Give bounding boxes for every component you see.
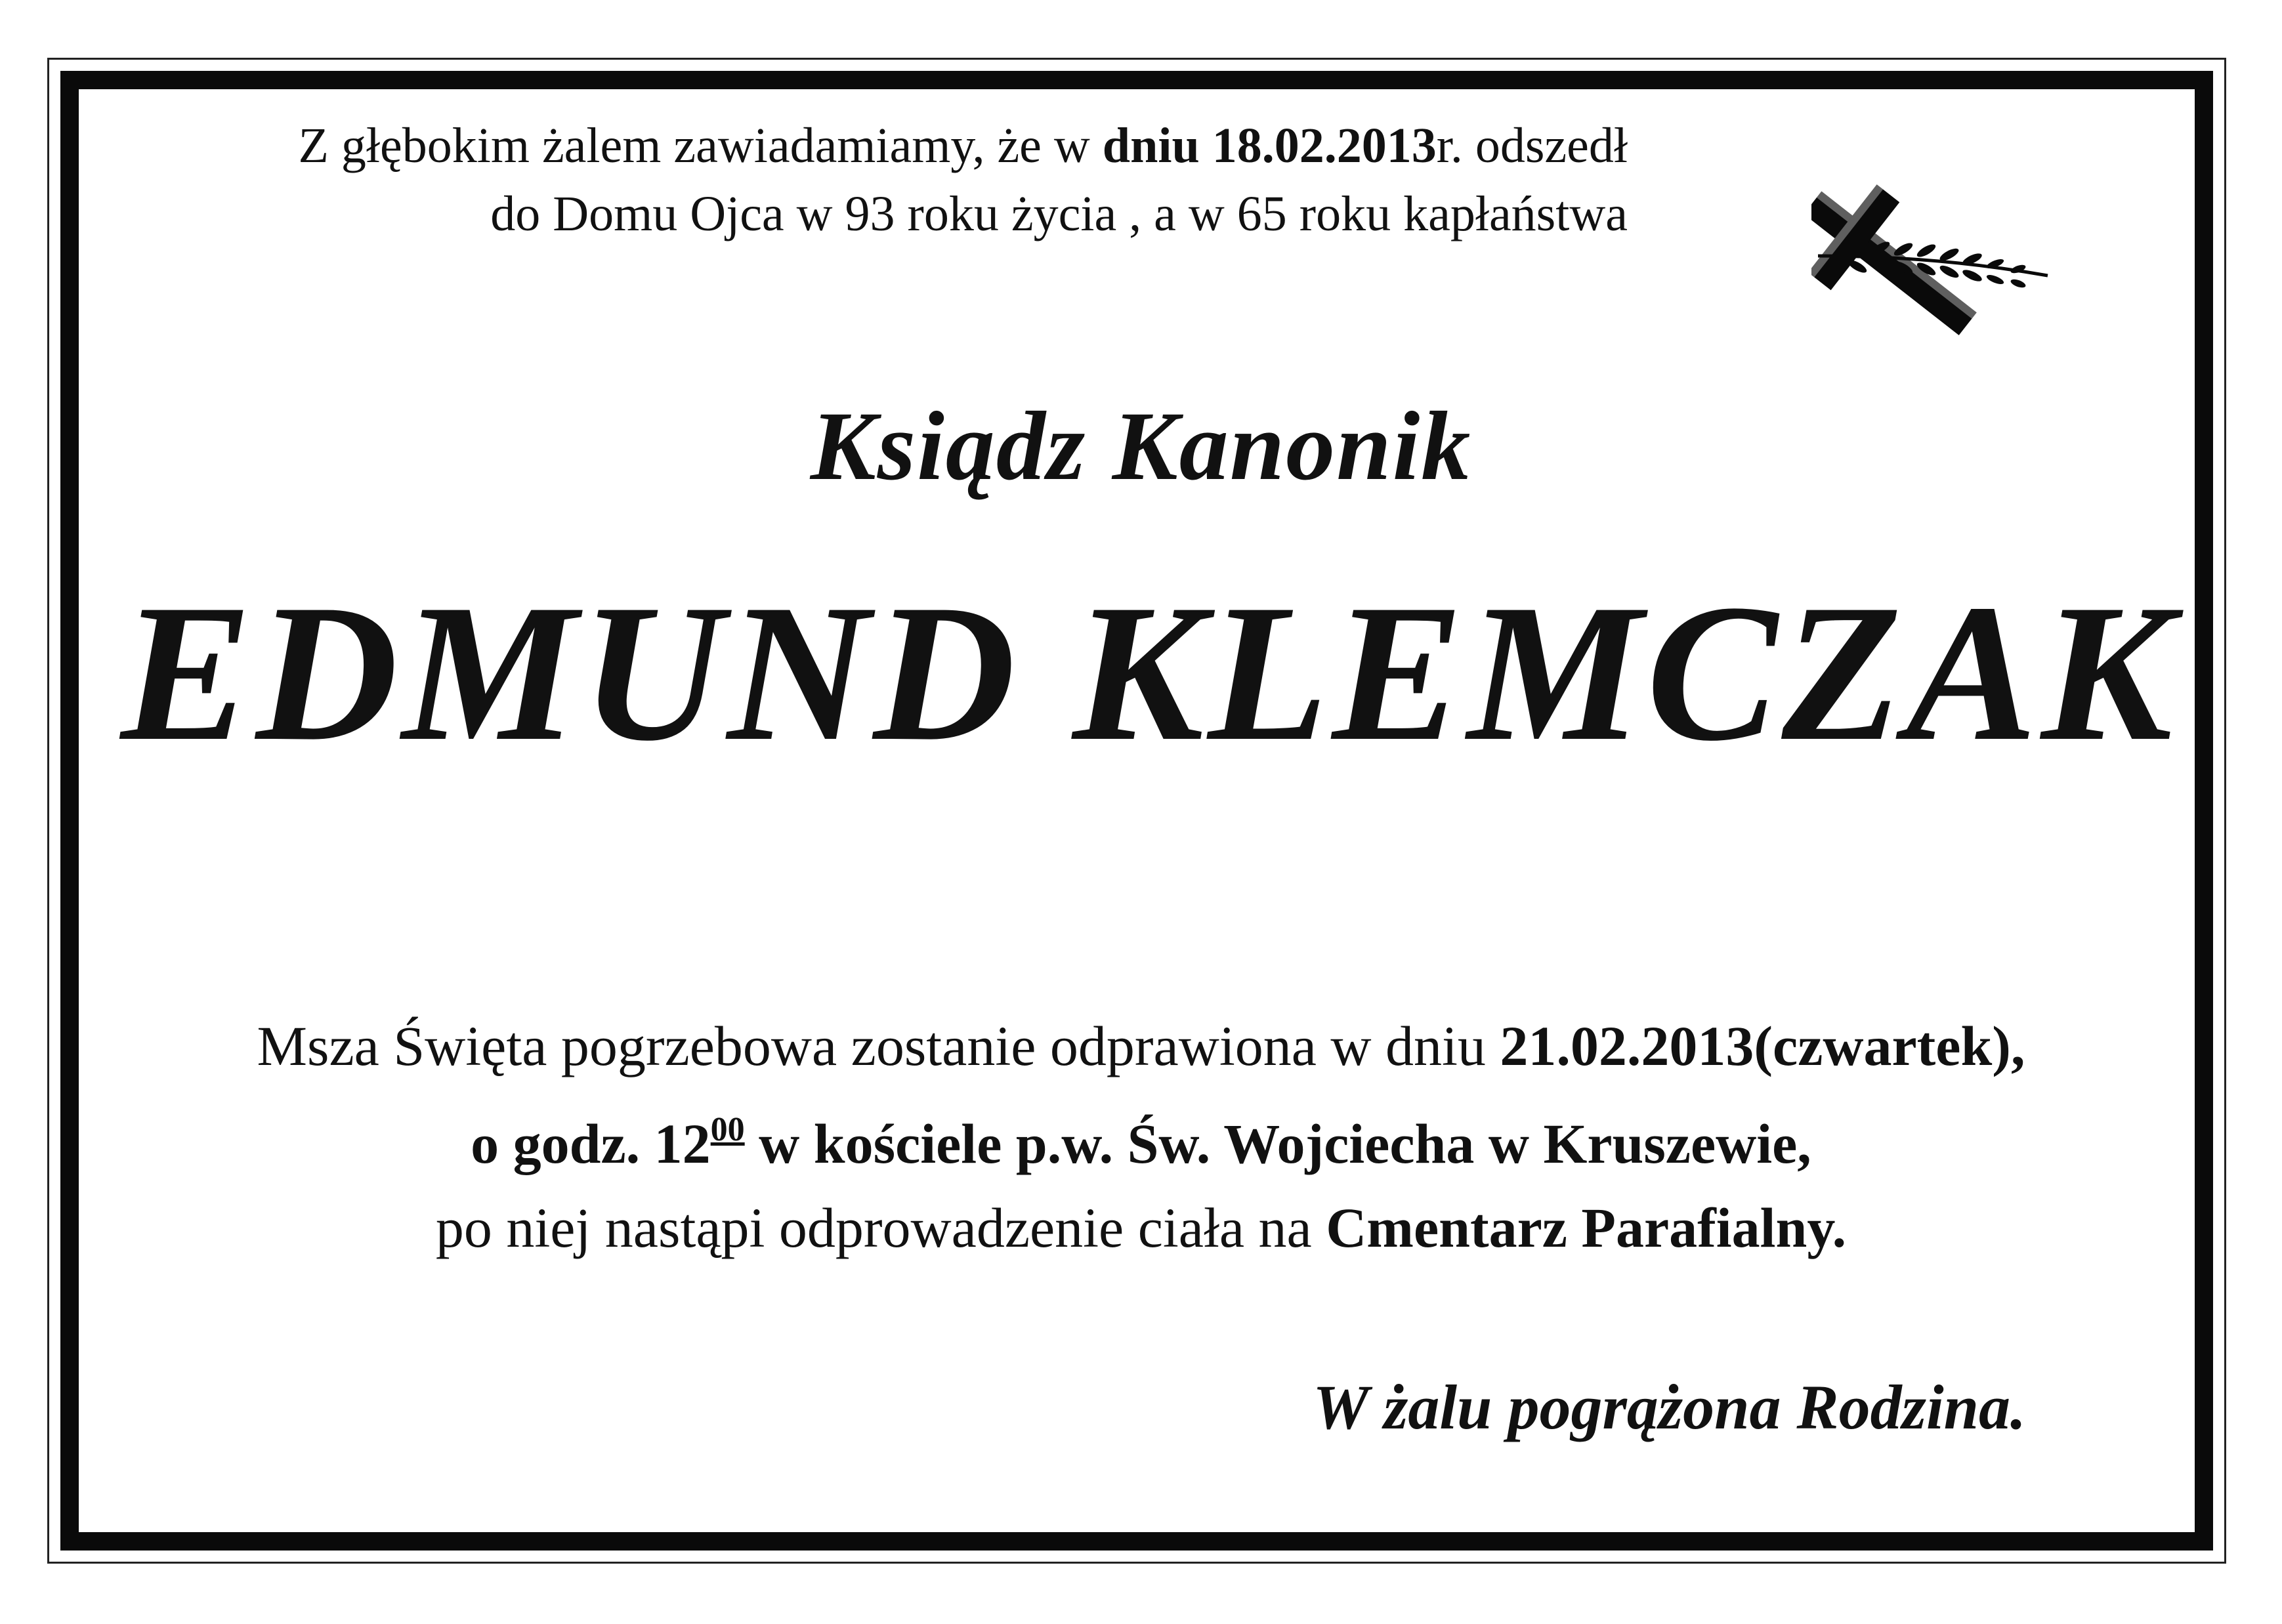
priest-title: Ksiądz Kanonik <box>810 392 1472 501</box>
funeral-line-1 <box>0 1004 2282 1088</box>
funeral-date: 21.02.2013(czwartek), <box>1500 1014 2025 1077</box>
funeral-details <box>0 1004 2282 1270</box>
funeral-text-part: po niej nastąpi odprowadzenie ciała na <box>435 1196 1326 1259</box>
intro-line-1 <box>144 112 1628 180</box>
intro-line-2: do Domu Ojca w 93 roku życia , a w 65 roku kapłaństwa <box>490 186 1628 241</box>
intro-text-part: Z głębokim żalem zawiadamiamy, że w <box>298 118 1103 173</box>
funeral-text-part: Msza Święta pogrzebowa zostanie odprawiona w dniu <box>257 1014 1500 1077</box>
death-date: dniu 18.02.2013 <box>1102 118 1437 173</box>
funeral-church: w kościele p.w. Św. Wojciecha w Kruszewie, <box>744 1112 1811 1175</box>
intro-text-part: r. odszedł <box>1436 118 1628 173</box>
funeral-line-3 <box>0 1186 2282 1270</box>
cemetery-name: Cmentarz Parafialny. <box>1326 1196 1847 1259</box>
deceased-name: EDMUND KLEMCZAK <box>120 564 2177 781</box>
funeral-time-minutes: 00 <box>710 1111 745 1148</box>
funeral-line-2 <box>0 1088 2282 1186</box>
family-signature: W żalu pogrążona Rodzina. <box>1313 1372 2026 1442</box>
funeral-time: o godz. 12 <box>471 1112 711 1175</box>
announcement-intro <box>144 112 1628 248</box>
cross-with-palm-branch-icon <box>1811 157 2067 354</box>
